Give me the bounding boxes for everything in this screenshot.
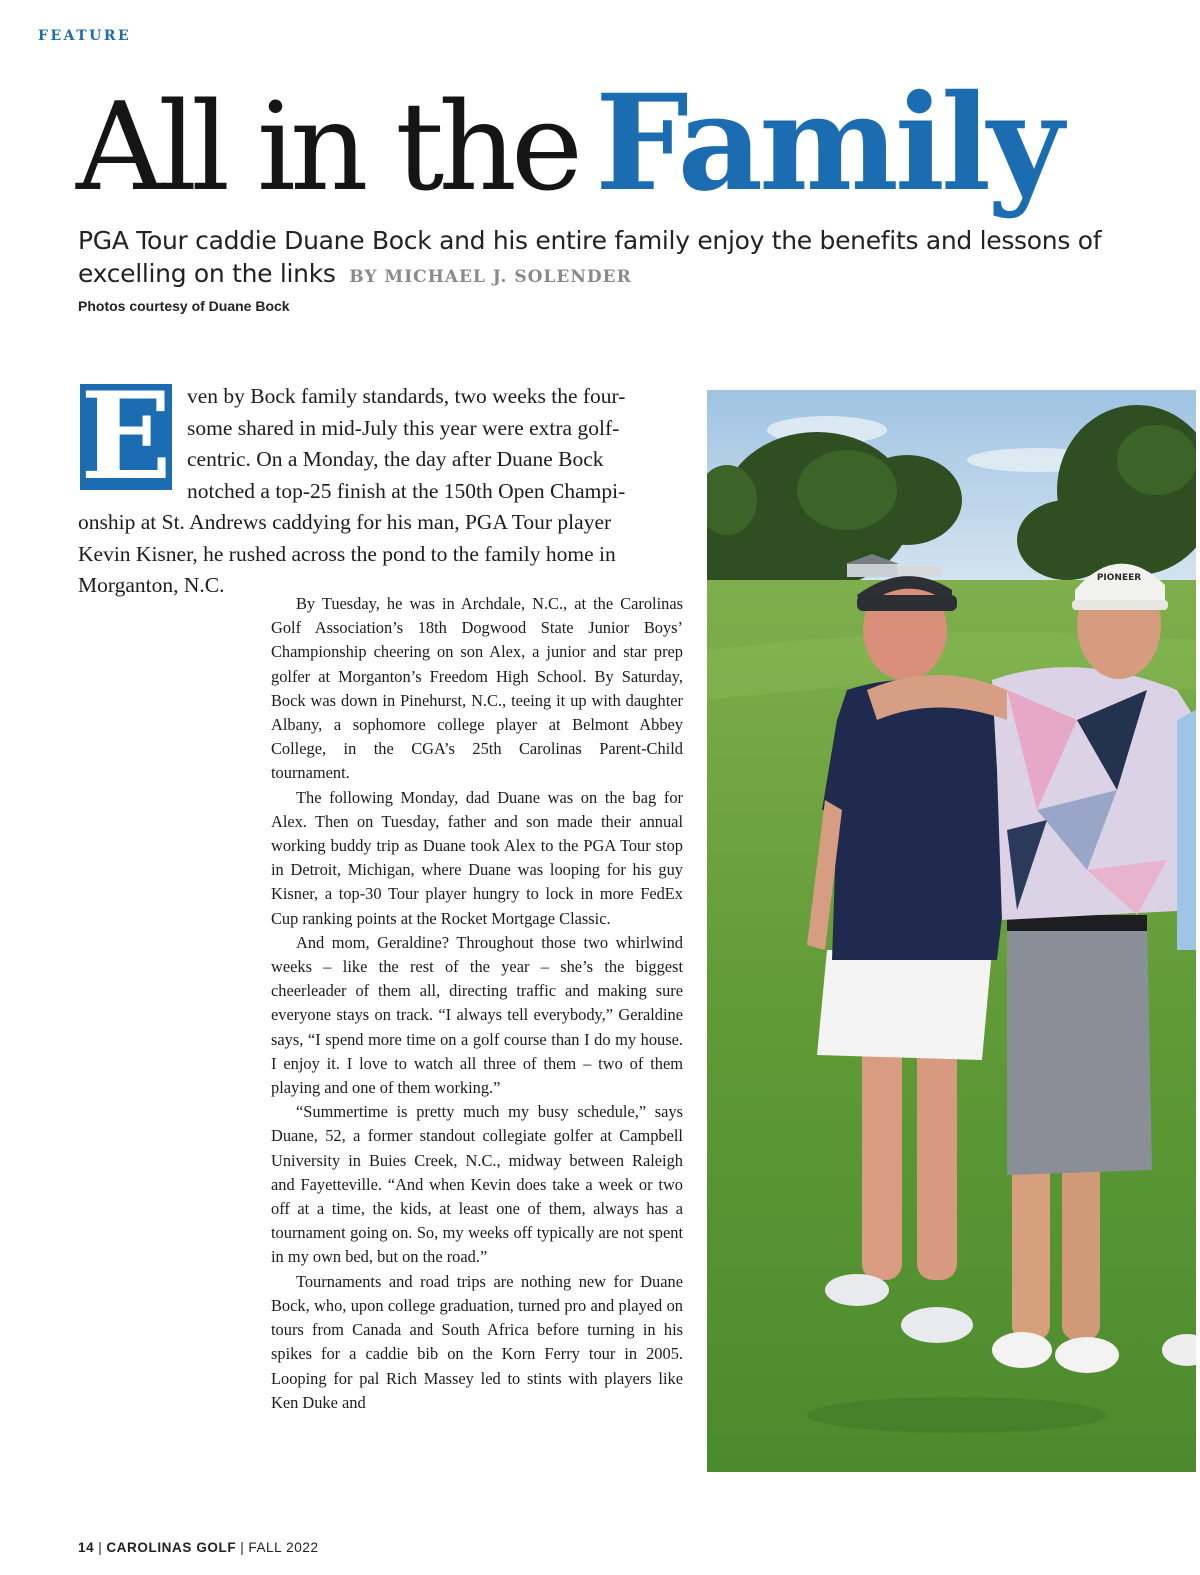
body-paragraph: “Summertime is pretty much my busy schedule,” says Duane, 52, a former standout collegiate golfer at Campbell University in Buies Creek, N.C., midway between Raleigh and Fayetteville. “And when Kevin does take a week or two off at a time, the kids, at least one of them, always has a tournament going on. So, my weeks off typically are not spent in my own bed, but on the road.” (271, 1102, 683, 1267)
photo-credit: Photos courtesy of Duane Bock (78, 298, 290, 314)
page-number: 14 (78, 1540, 95, 1555)
lede-line: onship at St. Andrews caddying for his man, PGA Tour player (78, 510, 612, 534)
lede-line: some shared in mid-July this year were extra golf- (187, 415, 620, 440)
headline (76, 66, 1060, 221)
family-photo (707, 390, 1196, 1472)
headline-part2: Family (595, 66, 1060, 221)
lede-line: notched a top-25 finish at the 150th Open Champi- (187, 478, 626, 503)
section-label: FEATURE (38, 28, 132, 44)
lede-line: Morganton, N.C. (78, 573, 225, 597)
lede-paragraph (78, 381, 684, 602)
family-photo-illustration (707, 390, 1196, 1472)
lede-line: ven by Bock family standards, two weeks the four- (187, 384, 626, 408)
drop-cap: E (80, 384, 172, 490)
body-paragraph: Tournaments and road trips are nothing new for Duane Bock, who, upon college graduation, turned pro and played on tours from Canada and South Africa before turning in his spikes for a caddie bib on the Korn Ferry tour in 2005. Looping for pal Rich Massey led to stints with players like Ken Duke and (271, 1271, 683, 1412)
issue-label: FALL 2022 (248, 1540, 319, 1555)
cap-logo-text: PIONEER (1096, 573, 1142, 583)
page-footer: 14 | CAROLINAS GOLF | FALL 2022 (78, 1540, 319, 1555)
deck (78, 224, 1128, 294)
lede-line: centric. On a Monday, the day after Duane Bock (187, 447, 604, 471)
body-paragraph: And mom, Geraldine? Throughout those two whirlwind weeks – like the rest of the year – she’s the biggest cheerleader of them all, directing traffic and making sure everyone stays on track. “I always tell everybody,” Geraldine says, “I spend more time on a golf course than I do my house. I enjoy it. I love to watch all three of them – two of them playing and one of them working.” (271, 932, 683, 1098)
byline: BY MICHAEL J. SOLENDER (349, 267, 632, 287)
body-column (271, 592, 683, 1415)
body-paragraph: The following Monday, dad Duane was on the bag for Alex. Then on Tuesday, father and son made their annual working buddy trip as Duane took Alex to the PGA Tour stop in Detroit, Michigan, where Duane was looping for his guy Kisner, a top-30 Tour player hungry to lock in more FedEx Cup ranking points at the Rocket Mortgage Classic. (271, 787, 683, 928)
headline-part1: All in the (76, 76, 578, 218)
publication-name: CAROLINAS GOLF (106, 1540, 237, 1555)
deck-text: PGA Tour caddie Duane Bock and his entire family enjoy the benefits and lessons of excelling on the links (78, 226, 1102, 288)
body-paragraph: By Tuesday, he was in Archdale, N.C., at the Carolinas Golf Association’s 18th Dogwood State Junior Boys’ Championship cheering on son Alex, a junior and star prep golfer at Morganton’s Freedom High School. By Saturday, Bock was down in Pinehurst, N.C., teeing it up with daughter Albany, a sophomore college player at Belmont Abbey College, in the CGA’s 25th Carolinas Parent-Child tournament. (271, 594, 683, 783)
lede-line: Kevin Kisner, he rushed across the pond to the family home in (78, 541, 616, 566)
